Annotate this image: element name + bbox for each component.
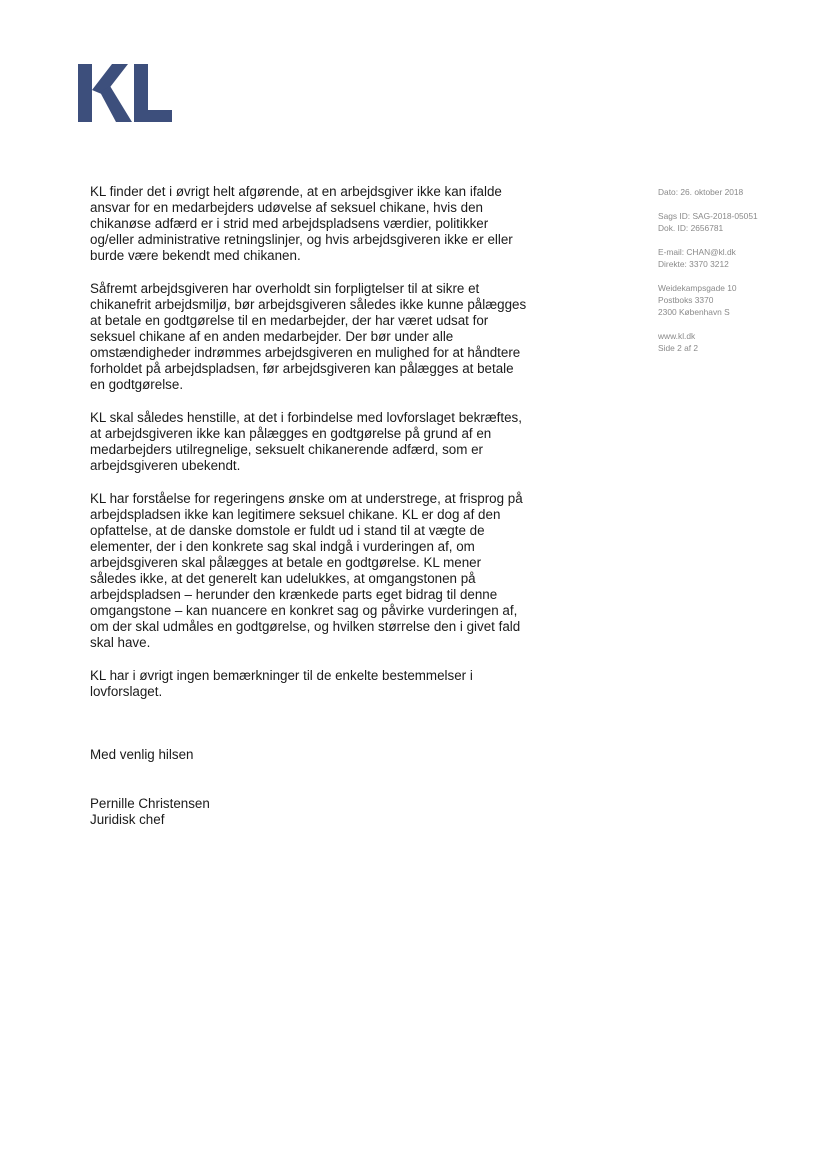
kl-logo-mark [78, 64, 172, 122]
document-id: Dok. ID: 2656781 [658, 223, 724, 233]
signatory-name: Pernille Christensen [90, 796, 210, 811]
letter-body [90, 184, 560, 717]
kl-logo [78, 64, 172, 122]
signatory-title: Juridisk chef [90, 812, 165, 827]
closing-greeting: Med venlig hilsen [90, 747, 194, 762]
email-contact: E-mail: CHAN@kl.dk [658, 247, 736, 257]
website: www.kl.dk [658, 331, 696, 341]
paragraph-1: KL finder det i øvrigt helt afgørende, at en arbejdsgiver ikke kan ifalde ansvar for en medarbejders udøvelse af seksuel chikane, hvis den chikanøse adfærd er i strid med arbejdspladsens værdier, politikker og/eller administrative retningslinjer, og hvis arbejdsgiveren ikke er eller burde være bekendt med chikanen. [90, 184, 513, 263]
address-city: 2300 København S [658, 307, 730, 317]
page-number: Side 2 af 2 [658, 343, 699, 353]
paragraph-5: KL har i øvrigt ingen bemærkninger til de enkelte bestemmelser i lovforslaget. [90, 668, 473, 699]
paragraph-2: Såfremt arbejdsgiveren har overholdt sin forpligtelser til at sikre et chikanefrit arbejdsmiljø, bør arbejdsgiveren således ikke kunne pålægges at betale en godtgørelse til en medarbejder, der har været udsat for seksuel chikane af en anden medarbejder. Der bør under alle omstændigheder indrømmes arbejdsgiveren en mulighed for at håndtere forholdet på arbejdspladsen, før arbejdsgiveren kan pålægges at betale en godtgørelse. [90, 281, 527, 392]
document-date: Dato: 26. oktober 2018 [658, 187, 744, 197]
paragraph-3: KL skal således henstille, at det i forbindelse med lovforslaget bekræftes, at arbejdsgiveren ikke kan pålægges en godtgørelse på grund af en medarbejders utilregnelige, seksuelt chikanerende adfærd, som er arbejdsgiveren ubekendt. [90, 410, 522, 473]
signature-block [90, 796, 210, 828]
case-id: Sags ID: SAG-2018-05051 [658, 211, 758, 221]
direct-phone: Direkte: 3370 3212 [658, 259, 729, 269]
paragraph-4: KL har forståelse for regeringens ønske om at understrege, at frisprog på arbejdspladsen ikke kan legitimere seksuel chikane. KL er dog af den opfattelse, at de danske domstole er fuldt ud i stand til at vægte de elementer, der i den konkrete sag skal indgå i vurderingen af, om arbejdsgiveren skal pålægges at betale en godtgørelse. KL mener således ikke, at det generelt kan udelukkes, at omgangstonen på arbejdspladsen – herunder den krænkede parts eget bidrag til denne omgangstone – kan nuancere en konkret sag og påvirke vurderingen af, om der skal udmåles en godtgørelse, og hvilken størrelse den i givet fald skal have. [90, 491, 523, 650]
document-metadata-sidebar [658, 186, 798, 366]
address-street: Weidekampsgade 10 [658, 283, 737, 293]
address-box: Postboks 3370 [658, 295, 714, 305]
